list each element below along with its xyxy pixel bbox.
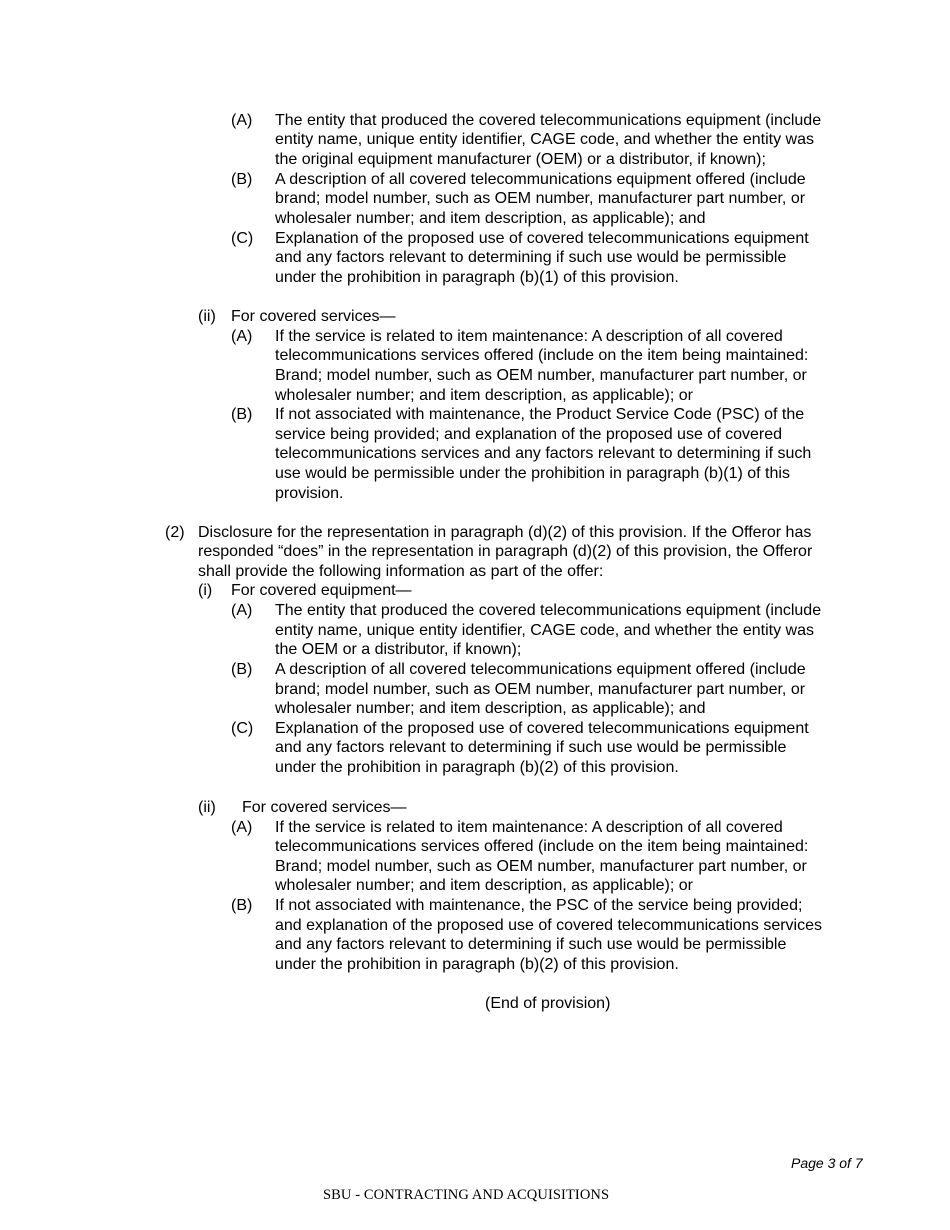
s2-services-heading: For covered services—	[242, 799, 407, 816]
s1-equip-B-label: (B)	[231, 171, 253, 188]
s1-equip-C-line1: Explanation of the proposed use of covered telecommunications equipment	[275, 230, 809, 247]
footer-text: SBU - CONTRACTING AND ACQUISITIONS	[323, 1187, 610, 1203]
s1-serv-B-label: (B)	[231, 406, 253, 423]
s1-serv-A-label: (A)	[231, 328, 253, 345]
s2-equip-B-label: (B)	[231, 661, 253, 678]
s2-serv-A-line4: wholesaler number; and item description, as applicable); or	[275, 877, 693, 894]
s1-services-heading: For covered services—	[231, 308, 396, 325]
s2-line2: responded “does” in the representation in paragraph (d)(2) of this provision, the Offeror	[198, 543, 813, 560]
s2-equip-A-label: (A)	[231, 602, 253, 619]
s2-equip-B-line2: brand; model number, such as OEM number, manufacturer part number, or	[275, 681, 806, 698]
page-number: Page 3 of 7	[791, 1155, 863, 1171]
s2-line3: shall provide the following information as part of the offer:	[198, 563, 604, 580]
s1-equip-A-line3: the original equipment manufacturer (OEM) or a distributor, if known);	[275, 151, 766, 168]
end-of-provision: (End of provision)	[485, 995, 611, 1012]
s1-equip-A-label: (A)	[231, 112, 253, 129]
s1-equip-A-line2: entity name, unique entity identifier, CAGE code, and whether the entity was	[275, 131, 814, 148]
s2-equip-C-line2: and any factors relevant to determining if such use would be permissible	[275, 739, 787, 756]
s1-serv-A-line2: telecommunications services offered (include on the item being maintained:	[275, 347, 809, 364]
s2-equip-C-line3: under the prohibition in paragraph (b)(2) of this provision.	[275, 759, 679, 776]
s1-serv-B-line3: telecommunications services and any factors relevant to determining if such	[275, 445, 812, 462]
s2-equip-A-line2: entity name, unique entity identifier, CAGE code, and whether the entity was	[275, 622, 814, 639]
s2-serv-B-line2: and explanation of the proposed use of covered telecommunications services	[275, 917, 822, 934]
s2-equip-B-line3: wholesaler number; and item description, as applicable); and	[275, 700, 706, 717]
s2-serv-B-line3: and any factors relevant to determining if such use would be permissible	[275, 936, 787, 953]
s1-equip-B-line3: wholesaler number; and item description, as applicable); and	[275, 210, 706, 227]
s2-serv-B-line4: under the prohibition in paragraph (b)(2) of this provision.	[275, 956, 679, 973]
s2-services-label: (ii)	[198, 799, 216, 816]
s2-equip-heading: For covered equipment—	[231, 582, 412, 599]
s2-equip-C-label: (C)	[231, 720, 254, 737]
s2-serv-A-line3: Brand; model number, such as OEM number, manufacturer part number, or	[275, 858, 807, 875]
s2-serv-A-label: (A)	[231, 819, 253, 836]
s1-serv-A-line4: wholesaler number; and item description, as applicable); or	[275, 387, 693, 404]
s2-equip-B-line1: A description of all covered telecommunications equipment offered (include	[275, 661, 806, 678]
s2-equip-C-line1: Explanation of the proposed use of covered telecommunications equipment	[275, 720, 809, 737]
s1-equip-B-line2: brand; model number, such as OEM number, manufacturer part number, or	[275, 190, 806, 207]
s2-line1: Disclosure for the representation in paragraph (d)(2) of this provision. If the Offeror has	[198, 524, 812, 541]
s1-equip-C-line2: and any factors relevant to determining if such use would be permissible	[275, 249, 787, 266]
s2-equip-A-line1: The entity that produced the covered telecommunications equipment (include	[275, 602, 822, 619]
s1-serv-B-line1: If not associated with maintenance, the Product Service Code (PSC) of the	[275, 406, 805, 423]
s1-equip-C-label: (C)	[231, 230, 254, 247]
s1-serv-B-line2: service being provided; and explanation of the proposed use of covered	[275, 426, 783, 443]
s2-serv-A-line2: telecommunications services offered (include on the item being maintained:	[275, 838, 809, 855]
s2-label: (2)	[165, 524, 185, 541]
s1-equip-A-line1: The entity that produced the covered telecommunications equipment (include	[275, 112, 822, 129]
s1-serv-A-line1: If the service is related to item maintenance: A description of all covered	[275, 328, 783, 345]
s2-serv-A-line1: If the service is related to item maintenance: A description of all covered	[275, 819, 783, 836]
s1-services-label: (ii)	[198, 308, 216, 325]
s2-equip-A-line3: the OEM or a distributor, if known);	[275, 641, 522, 658]
s1-equip-C-line3: under the prohibition in paragraph (b)(1) of this provision.	[275, 269, 679, 286]
s2-equip-label: (i)	[198, 582, 213, 599]
s1-serv-B-line4: use would be permissible under the prohibition in paragraph (b)(1) of this	[275, 465, 790, 482]
s2-serv-B-line1: If not associated with maintenance, the PSC of the service being provided;	[275, 897, 803, 914]
s1-serv-A-line3: Brand; model number, such as OEM number, manufacturer part number, or	[275, 367, 807, 384]
s1-serv-B-line5: provision.	[275, 485, 344, 502]
s1-equip-B-line1: A description of all covered telecommunications equipment offered (include	[275, 171, 806, 188]
s2-serv-B-label: (B)	[231, 897, 253, 914]
